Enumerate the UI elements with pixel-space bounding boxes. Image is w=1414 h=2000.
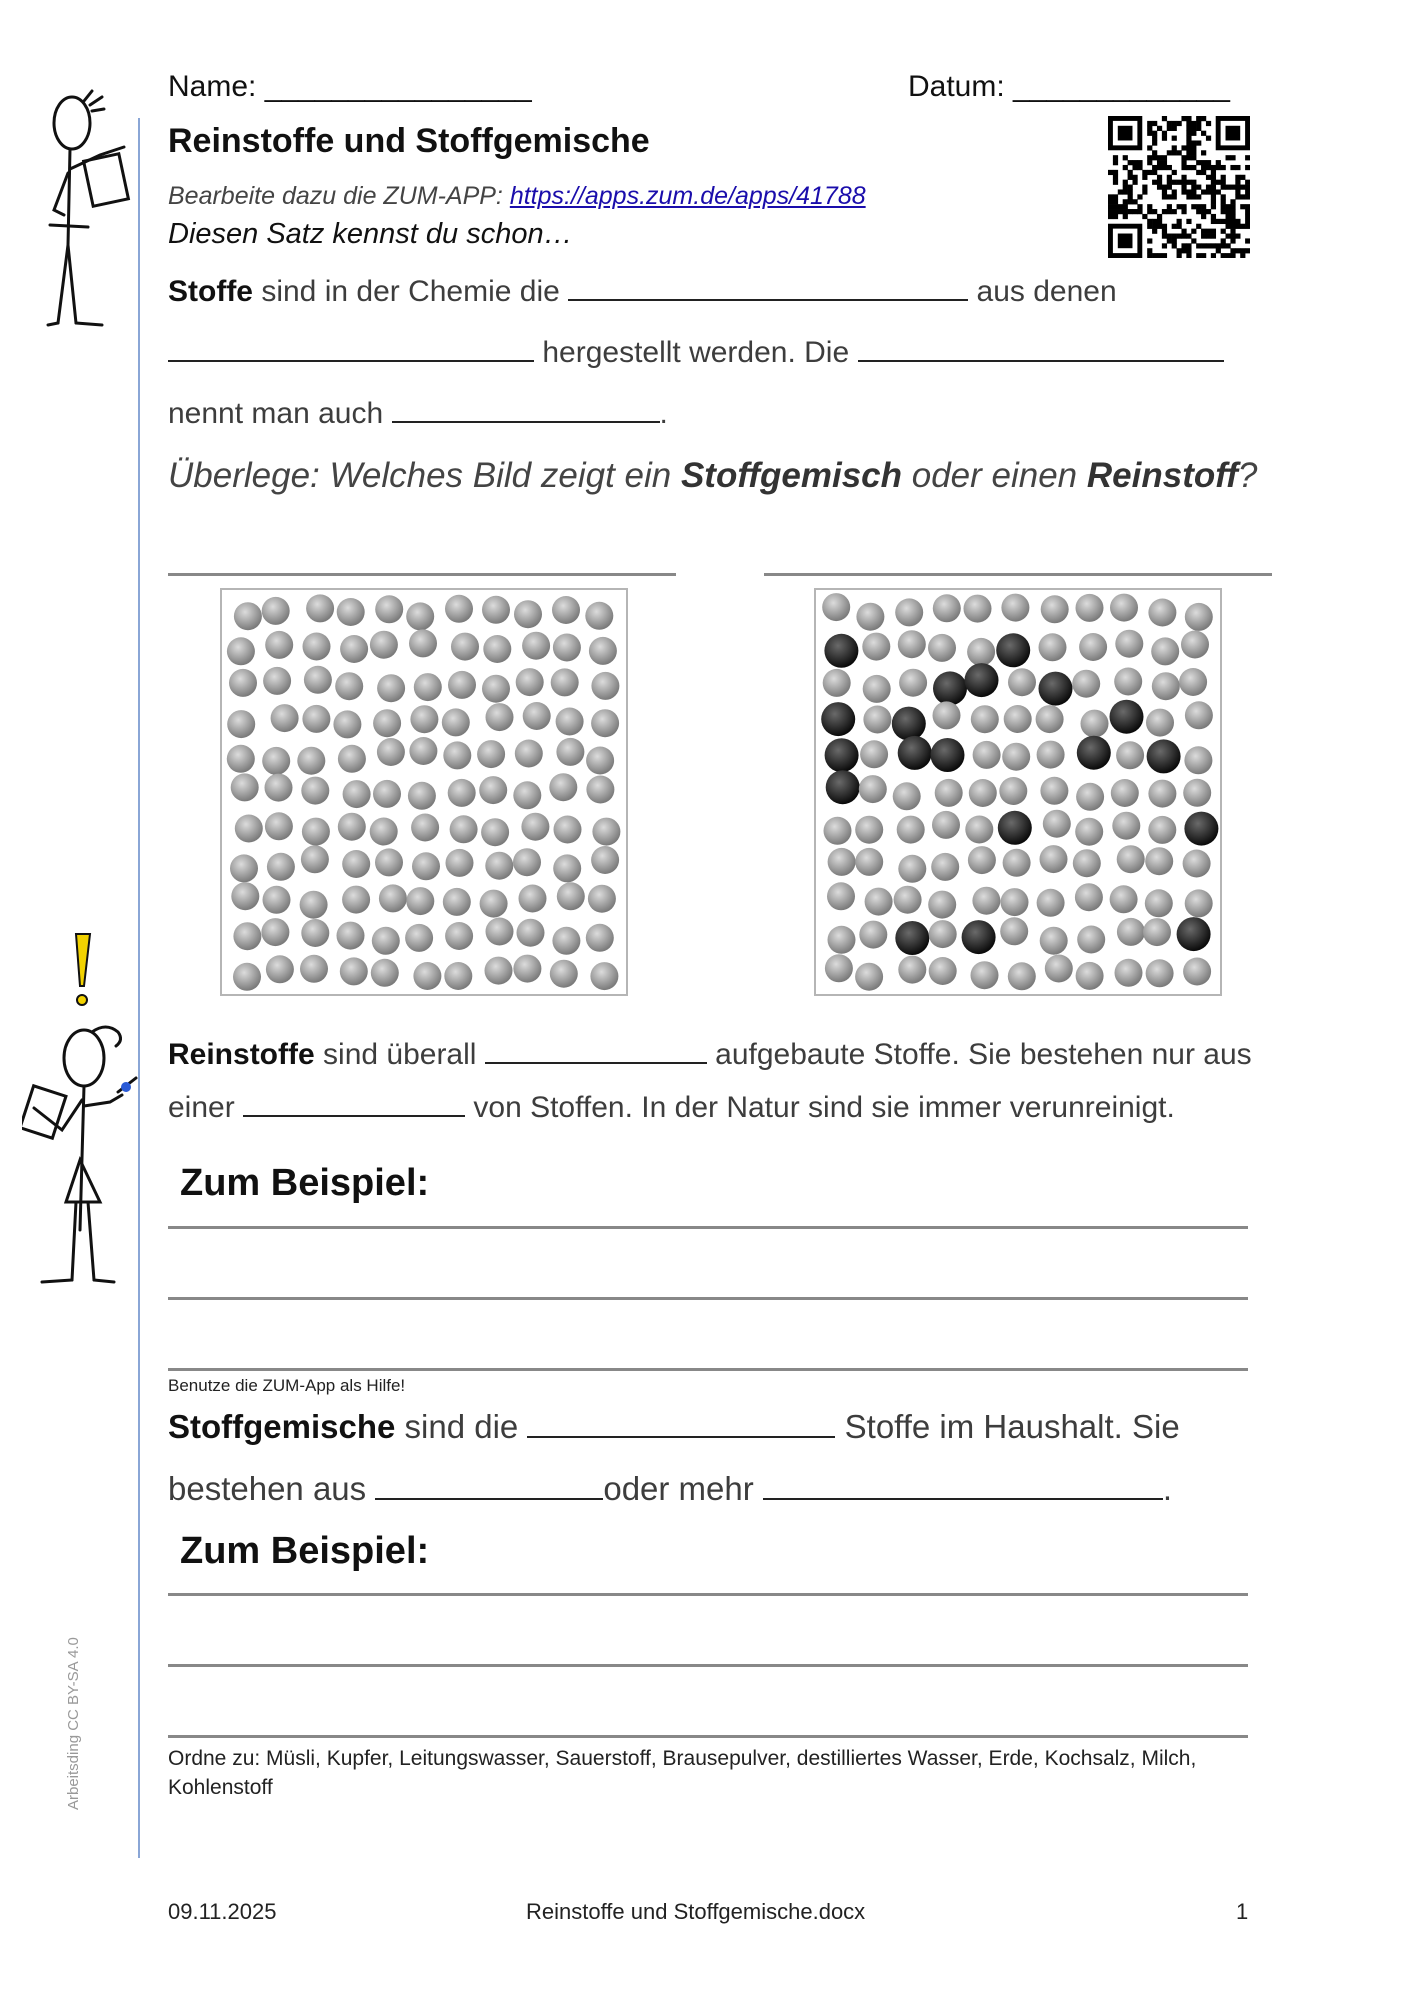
stoffe-bold: Stoffe — [168, 275, 253, 308]
particle — [337, 922, 365, 950]
particle — [968, 846, 996, 874]
particle — [340, 635, 368, 663]
particle — [370, 818, 398, 846]
particle — [1148, 599, 1176, 627]
particle — [586, 776, 614, 804]
particle — [379, 884, 407, 912]
particle — [480, 890, 508, 918]
stick-figure-exclamation-icon — [22, 930, 152, 1295]
particle — [231, 773, 259, 801]
particle — [1146, 709, 1174, 737]
example-line[interactable] — [168, 1664, 1248, 1667]
particle — [301, 919, 329, 947]
particle — [1146, 959, 1174, 987]
example-line[interactable] — [168, 1593, 1248, 1596]
particle — [486, 703, 514, 731]
particle — [1110, 885, 1138, 913]
particle — [935, 779, 963, 807]
blank-field[interactable] — [858, 334, 1224, 362]
particle — [377, 674, 405, 702]
particle — [556, 738, 584, 766]
particle — [1076, 962, 1104, 990]
particle — [335, 672, 363, 700]
stoffe-text-b: aus denen — [968, 275, 1117, 308]
particle — [929, 920, 957, 948]
particle — [972, 887, 1000, 915]
particle — [591, 709, 619, 737]
particle — [827, 882, 855, 910]
particle — [513, 848, 541, 876]
particle — [375, 595, 403, 623]
particle — [586, 747, 614, 775]
particle — [928, 634, 956, 662]
particle — [442, 708, 470, 736]
particle — [233, 922, 261, 950]
particle — [1040, 927, 1068, 955]
page-title: Reinstoffe und Stoffgemische — [168, 122, 650, 160]
particle — [227, 710, 255, 738]
example-heading-1: Zum Beispiel: — [180, 1162, 430, 1204]
stoffe-text-end: . — [659, 397, 668, 430]
particle — [1081, 710, 1109, 738]
particle — [234, 602, 262, 630]
particle — [444, 962, 472, 990]
particle — [262, 597, 290, 625]
particle — [1183, 850, 1211, 878]
particle — [553, 634, 581, 662]
particle — [1114, 668, 1142, 696]
particle — [448, 671, 476, 699]
particle — [342, 886, 370, 914]
particle-dark — [826, 770, 860, 804]
particle — [862, 633, 890, 661]
particle — [262, 747, 290, 775]
particle — [1179, 668, 1207, 696]
particle-dark — [996, 633, 1030, 667]
particle-dark — [821, 702, 855, 736]
particle — [1003, 849, 1031, 877]
particle — [410, 705, 438, 733]
particle — [448, 779, 476, 807]
particle-dark — [998, 811, 1032, 845]
particle — [1040, 777, 1068, 805]
particle — [585, 602, 613, 630]
particle — [859, 775, 887, 803]
particle-dark — [898, 736, 932, 770]
particle — [1185, 889, 1213, 917]
particle — [1111, 779, 1139, 807]
particle — [233, 963, 261, 991]
particle — [549, 773, 577, 801]
particle — [515, 740, 543, 768]
example-line[interactable] — [168, 1368, 1248, 1371]
particle — [928, 891, 956, 919]
particle — [1001, 888, 1029, 916]
particle — [1073, 849, 1101, 877]
particle — [443, 888, 471, 916]
particle — [1076, 783, 1104, 811]
particle — [271, 704, 299, 732]
particle — [1143, 918, 1171, 946]
particle — [477, 740, 505, 768]
particle — [409, 629, 437, 657]
particle — [1000, 917, 1028, 945]
particle — [552, 596, 580, 624]
reinstoffe-line-2: einer von Stoffen. In der Natur sind sie immer verunreinigt. — [168, 1091, 1175, 1124]
particle — [1117, 918, 1145, 946]
particle — [1002, 743, 1030, 771]
particle-dark — [962, 920, 996, 954]
particle — [1039, 633, 1067, 661]
stoffe-text-d: nennt man auch — [168, 397, 392, 430]
particle-dark — [895, 921, 929, 955]
blank-field[interactable] — [392, 395, 660, 423]
particle — [265, 774, 293, 802]
particle — [1185, 701, 1213, 729]
particle — [300, 891, 328, 919]
particle — [825, 954, 853, 982]
particle — [589, 637, 617, 665]
particle — [265, 812, 293, 840]
particle — [823, 669, 851, 697]
particle — [591, 672, 619, 700]
particle — [230, 854, 258, 882]
particle — [932, 811, 960, 839]
particle — [863, 706, 891, 734]
particle — [513, 955, 541, 983]
particle — [550, 960, 578, 988]
particle — [370, 631, 398, 659]
stoffe-line-2 — [168, 334, 1224, 370]
particle — [1036, 705, 1064, 733]
particle — [551, 668, 579, 696]
particle — [1112, 812, 1140, 840]
particle-dark — [825, 738, 859, 772]
help-note: Benutze die ZUM-App als Hilfe! — [168, 1376, 406, 1395]
particle — [516, 668, 544, 696]
particle — [267, 853, 295, 881]
particle — [373, 709, 401, 737]
particle — [931, 853, 959, 881]
particle — [933, 594, 961, 622]
particle — [895, 598, 923, 626]
particle — [556, 708, 584, 736]
particle — [265, 631, 293, 659]
particle — [557, 882, 585, 910]
particle — [592, 818, 620, 846]
particle — [586, 924, 614, 952]
particle — [372, 927, 400, 955]
known-sentence: Diesen Satz kennst du schon… — [168, 218, 573, 250]
stoffe-text-a: sind in der Chemie die — [253, 275, 569, 308]
particle-dark — [1077, 736, 1111, 770]
particle — [969, 779, 997, 807]
particle — [1117, 845, 1145, 873]
particle — [373, 780, 401, 808]
particle — [377, 738, 405, 766]
particle — [521, 813, 549, 841]
particle — [412, 852, 440, 880]
answer-line-left[interactable] — [168, 573, 676, 576]
particle — [898, 956, 926, 984]
particle — [522, 632, 550, 660]
particle-box-mixture — [814, 588, 1222, 996]
particle — [591, 846, 619, 874]
particle — [929, 957, 957, 985]
particle — [304, 666, 332, 694]
particle — [933, 701, 961, 729]
particle — [514, 600, 542, 628]
particle — [229, 669, 257, 697]
particle-dark — [933, 671, 967, 705]
blank-field[interactable] — [243, 1089, 465, 1117]
particle — [590, 962, 618, 990]
particle — [409, 737, 437, 765]
particle — [893, 782, 921, 810]
footer-filename: Reinstoffe und Stoffgemische.docx — [526, 1899, 866, 1924]
particle-dark — [965, 663, 999, 697]
particle — [481, 818, 509, 846]
particle — [999, 777, 1027, 805]
example-line[interactable] — [168, 1226, 1248, 1229]
particle — [1148, 816, 1176, 844]
particle — [406, 602, 434, 630]
particle — [263, 667, 291, 695]
stoffgemische-line-2: bestehen aus oder mehr . — [168, 1470, 1173, 1507]
particle — [898, 855, 926, 883]
particle — [371, 959, 399, 987]
particle — [553, 854, 581, 882]
blank-field[interactable] — [527, 1410, 835, 1438]
particle — [855, 848, 883, 876]
particle — [1079, 633, 1107, 661]
particle — [828, 926, 856, 954]
particle — [899, 669, 927, 697]
particle — [1115, 630, 1143, 658]
particle-dark — [824, 634, 858, 668]
particle — [588, 885, 616, 913]
particle — [1077, 926, 1105, 954]
particle-dark — [931, 738, 965, 772]
particle — [973, 741, 1001, 769]
particle-dark — [1147, 739, 1181, 773]
particle — [443, 741, 471, 769]
app-hint-prefix: Bearbeite dazu die ZUM-APP: — [168, 182, 510, 210]
reinstoffe-line-1: Reinstoffe sind überall aufgebaute Stoffe. Sie bestehen nur aus — [168, 1038, 1252, 1071]
particle — [451, 633, 479, 661]
particle — [1145, 889, 1173, 917]
particle — [301, 777, 329, 805]
stoffgemische-line-1: Stoffgemische sind die Stoffe im Haushalt. Sie — [168, 1408, 1180, 1445]
particle — [859, 921, 887, 949]
question-text: Überlege: Welches Bild zeigt ein Stoffgemisch oder einen Reinstoff? — [168, 456, 1258, 495]
particle — [411, 814, 439, 842]
particle — [1148, 780, 1176, 808]
particle — [1075, 818, 1103, 846]
particle — [1183, 779, 1211, 807]
stoffe-line-3 — [168, 395, 668, 431]
particle — [860, 740, 888, 768]
particle — [971, 961, 999, 989]
particle — [450, 815, 478, 843]
particle — [1072, 670, 1100, 698]
particle — [266, 955, 294, 983]
particle — [302, 705, 330, 733]
particle — [1110, 594, 1138, 622]
particle — [1181, 631, 1209, 659]
particle — [300, 955, 328, 983]
example-line[interactable] — [168, 1735, 1248, 1738]
particle — [1185, 603, 1213, 631]
particle — [483, 635, 511, 663]
qr-code-icon[interactable] — [1108, 116, 1250, 258]
particle — [1184, 746, 1212, 774]
particle — [482, 675, 510, 703]
particle — [337, 598, 365, 626]
particle-dark — [892, 707, 926, 741]
particle — [863, 675, 891, 703]
particle — [523, 702, 551, 730]
app-hint — [168, 182, 866, 211]
particle — [964, 595, 992, 623]
name-field-label: Name: ________________ — [168, 70, 532, 103]
particle-dark — [1177, 917, 1211, 951]
particle — [486, 918, 514, 946]
stoffe-line-1 — [168, 273, 1117, 309]
blank-field[interactable] — [168, 334, 534, 362]
blank-field[interactable] — [375, 1472, 603, 1500]
particle — [1045, 955, 1073, 983]
particle — [301, 845, 329, 873]
particle — [1075, 883, 1103, 911]
particle — [338, 745, 366, 773]
particle — [1008, 668, 1036, 696]
particle — [1115, 959, 1143, 987]
particle — [1041, 595, 1069, 623]
particle — [263, 886, 291, 914]
blank-field[interactable] — [568, 273, 968, 301]
particle-dark — [1110, 700, 1144, 734]
particle — [513, 781, 541, 809]
particle — [1116, 741, 1144, 769]
particle — [1008, 962, 1036, 990]
blank-field[interactable] — [763, 1472, 1163, 1500]
license-text: Arbeitsding CC BY-SA 4.0 — [65, 1637, 82, 1810]
particle — [865, 888, 893, 916]
example-heading-2: Zum Beispiel: — [180, 1530, 430, 1572]
particle — [1152, 672, 1180, 700]
particle — [1145, 847, 1173, 875]
particle — [406, 887, 434, 915]
particle-dark — [1184, 812, 1218, 846]
particle — [414, 673, 442, 701]
app-link[interactable]: https://apps.zum.de/apps/41788 — [509, 182, 866, 210]
particle — [482, 596, 510, 624]
pure-substance-particles — [222, 590, 626, 994]
particle — [1043, 810, 1071, 838]
mixture-particles — [816, 590, 1220, 994]
particle — [517, 919, 545, 947]
particle — [552, 927, 580, 955]
particle — [340, 957, 368, 985]
particle — [306, 594, 334, 622]
particle — [971, 705, 999, 733]
particle — [554, 816, 582, 844]
footer-page-number: 1 — [1236, 1899, 1249, 1924]
particle — [856, 603, 884, 631]
particle — [227, 637, 255, 665]
particle — [1001, 594, 1029, 622]
particle — [824, 817, 852, 845]
stoffe-text-c: hergestellt werden. Die — [534, 336, 858, 369]
answer-line-right[interactable] — [764, 573, 1272, 576]
particle — [894, 886, 922, 914]
particle — [1151, 637, 1179, 665]
particle — [235, 815, 263, 843]
particle — [855, 816, 883, 844]
particle — [445, 595, 473, 623]
particle — [297, 747, 325, 775]
particle — [485, 852, 513, 880]
stick-figure-reading-icon — [40, 85, 140, 330]
particle — [231, 882, 259, 910]
particle — [375, 848, 403, 876]
particle — [479, 776, 507, 804]
footer-date: 09.11.2025 — [168, 1899, 277, 1924]
particle-dark — [1039, 672, 1073, 706]
particle — [1076, 594, 1104, 622]
particle — [855, 963, 883, 991]
particle — [446, 849, 474, 877]
particle — [828, 848, 856, 876]
particle — [967, 638, 995, 666]
particle — [1183, 958, 1211, 986]
particle — [343, 780, 371, 808]
particle — [898, 630, 926, 658]
particle — [333, 710, 361, 738]
particle — [519, 885, 547, 913]
assign-hint: Ordne zu: Müsli, Kupfer, Leitungswasser, Sauerstoff, Brausepulver, destilliertes Wasser, Erde, Kochsalz, Milch, Kohlenstoff — [168, 1747, 1197, 1799]
example-line[interactable] — [168, 1297, 1248, 1300]
particle — [413, 962, 441, 990]
particle — [1037, 741, 1065, 769]
date-field-label: Datum: _____________ — [908, 70, 1230, 103]
particle — [965, 816, 993, 844]
particle — [342, 850, 370, 878]
particle — [338, 813, 366, 841]
particle — [485, 957, 513, 985]
particle — [1037, 889, 1065, 917]
particle — [261, 918, 289, 946]
particle — [822, 593, 850, 621]
particle — [1004, 705, 1032, 733]
particle — [408, 782, 436, 810]
particle — [897, 816, 925, 844]
particle — [405, 924, 433, 952]
particle — [1040, 845, 1068, 873]
particle-box-pure — [220, 588, 628, 996]
particle — [303, 633, 331, 661]
particle — [227, 745, 255, 773]
blank-field[interactable] — [485, 1036, 707, 1064]
particle — [302, 818, 330, 846]
particle — [445, 922, 473, 950]
